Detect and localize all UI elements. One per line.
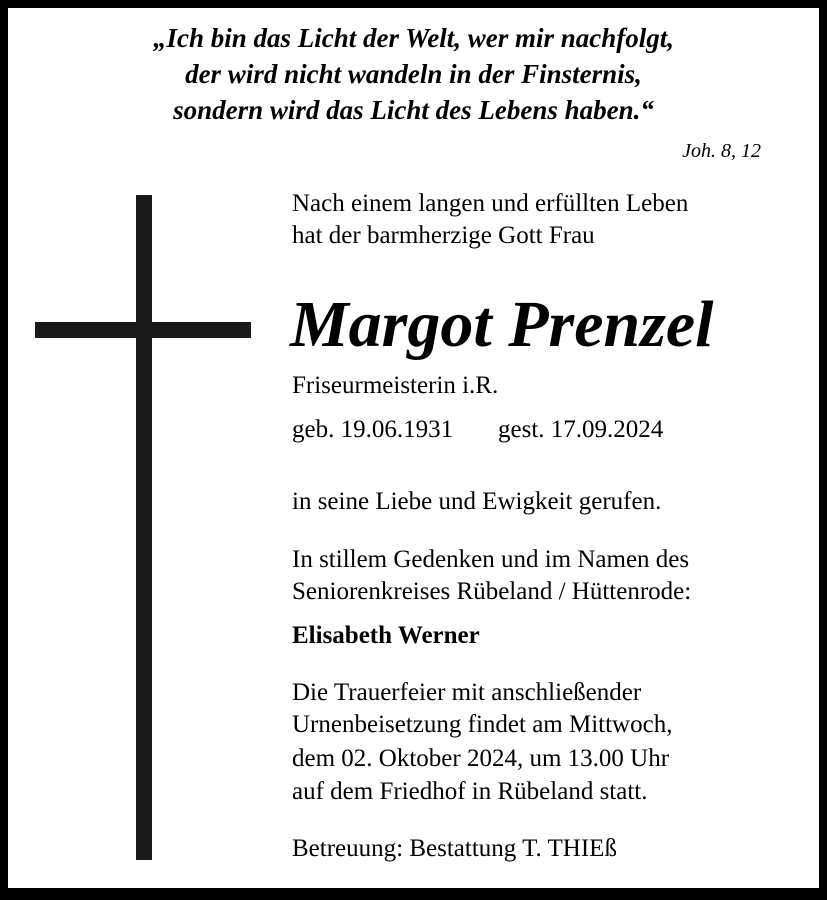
cross-icon xyxy=(136,195,152,860)
called-line: in seine Liebe und Ewigkeit gerufen. xyxy=(292,488,662,515)
death-date: gest. 17.09.2024 xyxy=(498,416,664,443)
bible-quote xyxy=(0,20,827,128)
quote-line: der wird nicht wandeln in der Finsternis, xyxy=(185,59,642,89)
service-line: Urnenbeisetzung findet am Mittwoch, xyxy=(292,711,673,738)
remembrance-line: In stillem Gedenken und im Namen des xyxy=(292,546,690,573)
signatory: Elisabeth Werner xyxy=(292,622,480,649)
deceased-title: Friseurmeisterin i.R. xyxy=(292,372,499,399)
funeral-home: Betreuung: Bestattung T. THIEß xyxy=(292,835,617,862)
quote-source: Joh. 8, 12 xyxy=(682,140,761,162)
remembrance-line: Seniorenkreises Rübeland / Hüttenrode: xyxy=(292,578,692,605)
deceased-name: Margot Prenzel xyxy=(290,288,714,361)
cross-icon-bar xyxy=(35,322,251,338)
intro-line: Nach einem langen und erfüllten Leben xyxy=(292,190,689,217)
service-line: Die Trauerfeier mit anschließender xyxy=(292,679,642,706)
intro-line: hat der barmherzige Gott Frau xyxy=(292,222,595,249)
quote-line: sondern wird das Licht des Lebens haben.“ xyxy=(173,95,654,125)
birth-date: geb. 19.06.1931 xyxy=(292,416,454,443)
service-line: dem 02. Oktober 2024, um 13.00 Uhr xyxy=(292,745,670,772)
service-line: auf dem Friedhof in Rübeland statt. xyxy=(292,778,648,805)
quote-line: „Ich bin das Licht der Welt, wer mir nachfolgt, xyxy=(152,23,675,53)
